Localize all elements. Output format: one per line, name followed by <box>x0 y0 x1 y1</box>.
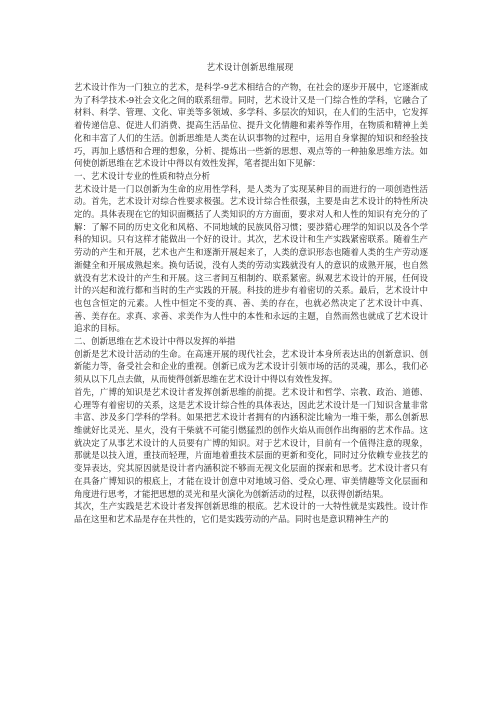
body-paragraph-knowledge: 首先，广博的知识是艺术设计者发挥创新思维的前提。艺术设计和哲学、宗教、政治、道德、心理等有着密切的关系，这是艺术设计综合性的具体表达，因此艺术设计是一门知识含量非常丰富、涉及多门学科的学科。如果把艺术设计者拥有的内涵积淀比喻为一堆干柴，那么创新思维就好比灵光、星火，没有干柴就不可能引燃猛烈的创作火焰从而创作出绚丽的艺术作品。这就决定了从事艺术设计的人员要有广博的知识。对于艺术设计，目前有一个值得注意的现象，那就是以技入道，重技而轻理，片面地着重技术层面的更新和变化，同时过分依赖专业技艺的变异表达，究其原因就是设计者内涵积淀不够而无视文化层面的探索和思考。艺术设计者只有在具备广博知识的根底上，才能在设计创意中对地域习俗、受众心理、审美情趣等文化层面和角度进行思考，才能把思想的灵光和星火演化为创新活动的过程，以获得创新结果。 <box>74 387 428 500</box>
section-heading-2: 二、创新思维在艺术设计中得以发挥的举措 <box>74 337 236 348</box>
section-heading-1: 一、艺术设计专业的性质和特点分析 <box>74 171 211 182</box>
body-paragraph-section-1: 艺术设计是一门以创新为生命的应用性学科，是人类为了实现某种目的而进行的一项创造性活动。首先，艺术设计对综合性要求极强。艺术设计综合性很强，主要是由艺术设计的特性所决定的。具体表现在它的知识面概括了人类知识的方方面面，要求对人和人性的知识有充分的了解：了解不同的历史文化和风格、不同地域的民族风俗习惯；要涉猎心理学的知识以及各个学科的知识。只有这样才能做出一个好的设计。其次，艺术设计和生产实践紧密联系。随着生产劳动的产生和开展，艺术也产生和逐渐开展起来了，人类的意识形态也随着人类的生产劳动逐渐健全和开展成熟起来。换句话说，没有人类的劳动实践就没有人的意识的成熟开展，也自然就没有艺术设计的产生和开展。这三者间互相制约、联系紧密。纵观艺术设计的开展，任何设计的兴起和流行都和当时的生产实践的开展。科技的进步有着密切的关系。最后，艺术设计中也包含恒定的元素。人性中恒定不变的真、善、美的存在，也就必然决定了艺术设计中真、善、美存在。求真、求善、求美作为人性中的本性和永远的主题，自然而然也就成了艺术设计追求的目标。 <box>74 184 428 335</box>
body-paragraph-section-2-intro: 创新是艺术设计活动的生命。在高速开展的现代社会，艺术设计本身所表达出的创新意识、创新能力等，备受社会和企业的重视。创新已成为艺术设计引领市场的活的灵魂，那么，我们必须从以下几点去做，从而使得创新思维在艺术设计中得以有效性发挥。 <box>74 349 428 386</box>
body-paragraph-intro: 艺术设计作为一门独立的艺术，是科学-9艺术相结合的产物，在社会的逐步开展中，它逐渐成为了科学技术-9社会文化之间的联系纽带。同时，艺术设计又是一门综合性的学科，它融合了材料、科学、管理、文化、审美等多领域、多学科、多层次的知识，在人们的生活中，它发挥着传递信息、促进人们消费、提高生活品位、提升文化情趣和素养等作用，在物质和精神上美化和丰富了人们的生活。创新思维是人类在认识事物的过程中，运用自身掌握的知识和经验技巧，再加上感悟和合理的想象，分析、提炼出一些新的思想、观点等的一种抽象思维方法。如何使创新思维在艺术设计中得以有效性发挥，笔者提出如下见解： <box>74 83 428 170</box>
document-title: 艺术设计创新思维展现 <box>206 63 294 73</box>
document-body <box>74 82 428 527</box>
body-paragraph-practice: 其次，生产实践是艺术设计者发挥创新思维的根底。艺术设计的一大特性就是实践性。设计作品在这里和艺术品是存在共性的，它们是实践劳动的产品。同时也是意识精神生产的 <box>74 502 428 525</box>
